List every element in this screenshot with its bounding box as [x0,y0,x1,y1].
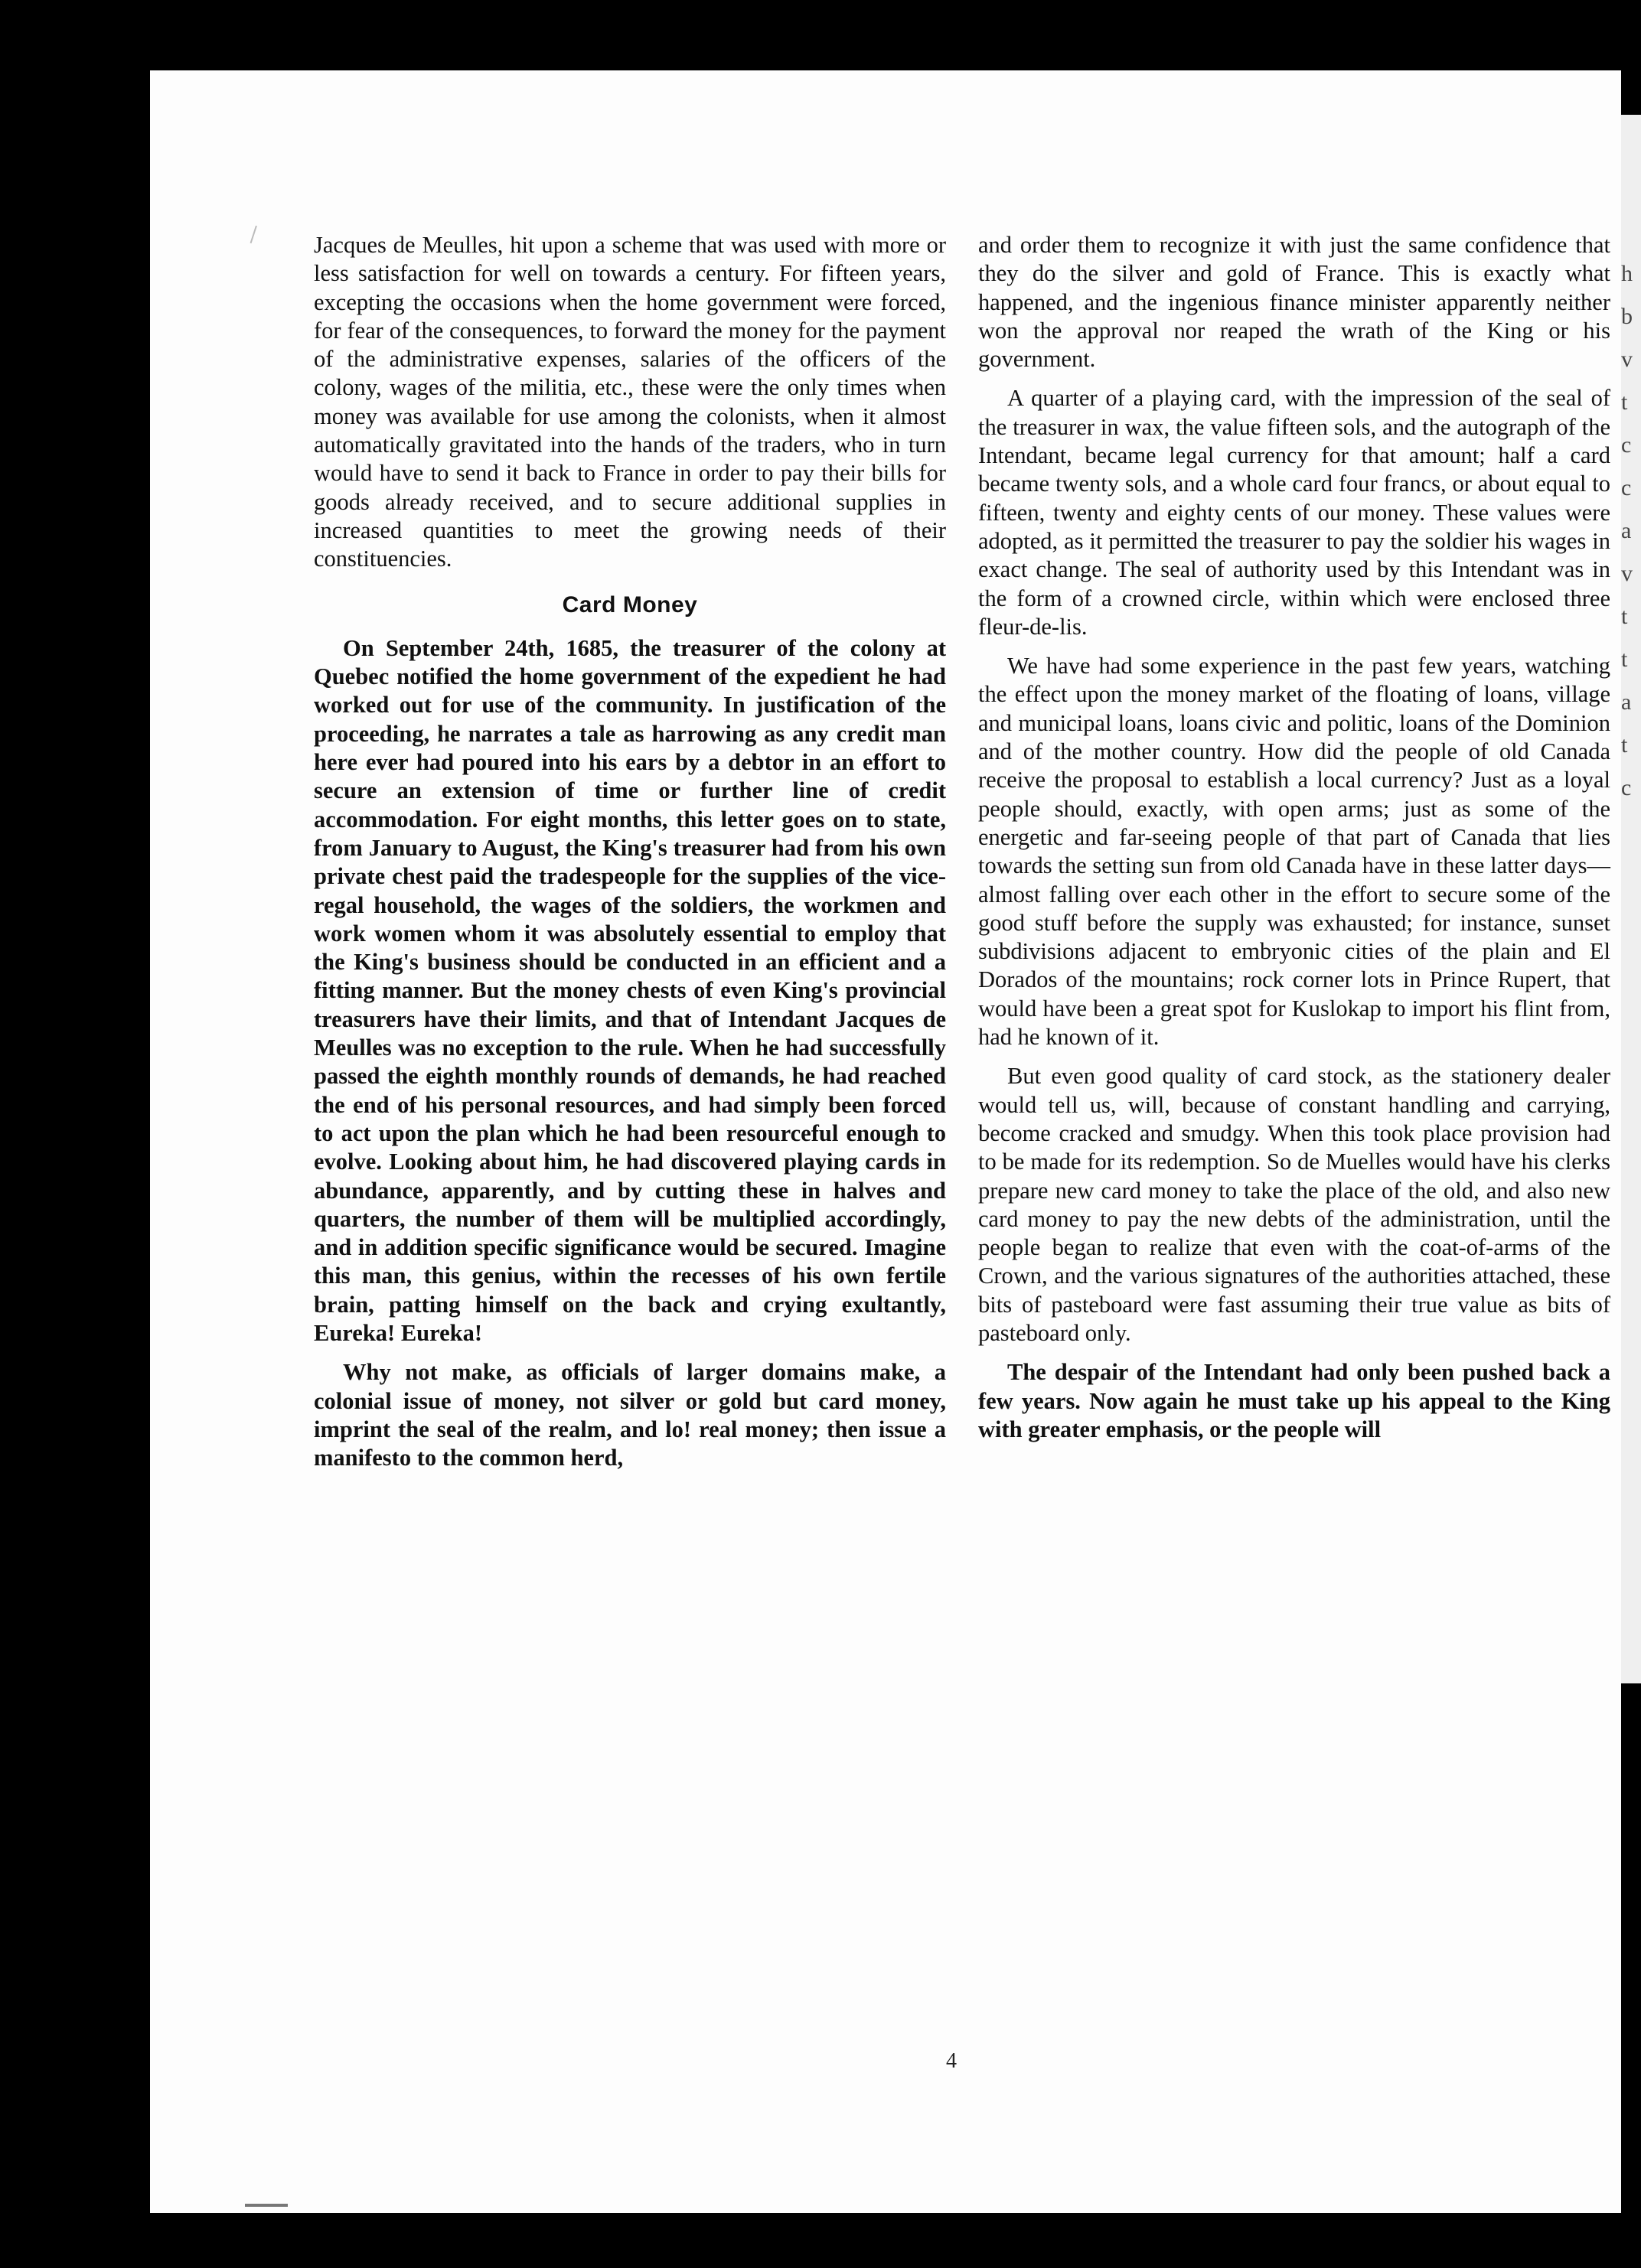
adjacent-page-letter: c [1621,432,1632,458]
adjacent-page-letters [1621,253,1641,810]
body-paragraph: and order them to recognize it with just the same confidence that they do the silver and gold of France. This is exactly what happened, and the ingenious finance minister apparently neither won the approval nor reaped the wrath of the King or his government. [978,232,1610,373]
adjacent-page-letter: t [1621,647,1628,672]
adjacent-page-letter: h [1621,261,1633,286]
adjacent-page-letter: v [1621,561,1633,586]
adjacent-page-letter: b [1621,304,1633,329]
adjacent-page-letter: c [1621,475,1632,500]
intro-paragraph: Jacques de Meulles, hit upon a scheme that was used with more or less satisfaction for well on towards a century. For fifteen years, excepting the occasions when the home government were forced, for fear of the consequences, to forward the money for the payment of the administrative expenses, salaries of the officers of the colony, wages of the militia, etc., these were the only times when money was available for use among the colonists, when it almost automatically gravitated into the hands of the traders, who in turn would have to send it back to France in order to pay their bills for goods already received, and to secure additional supplies in increased quantities to meet the growing needs of their constituencies. [314,232,946,572]
left-column [314,231,946,1472]
adjacent-page-letter: t [1621,732,1628,758]
adjacent-page-edge [1621,115,1641,1683]
body-paragraph: The despair of the Intendant had only been pushed back a few years. Now again he must take up his appeal to the King with greater emphasis, or the people will [978,1359,1610,1442]
page-number: 4 [946,2049,957,2073]
body-paragraph: A quarter of a playing card, with the impression of the seal of the treasurer in wax, the value fifteen sols, and the autograph of the Intendant, became legal currency for that amount; half a card became twenty sols, and a whole card four francs, or about equal to fifteen, twenty and eighty cents of our money. These values were adopted, as it permitted the treasurer to pay the soldier his wages in exact change. The seal of authority used by this Intendant was in the form of a crowned circle, within which were enclosed three fleur-de-lis. [978,385,1610,640]
body-paragraph: On September 24th, 1685, the treasurer of the colony at Quebec notified the home government of the expedient he had worked out for use of the community. In justification of the proceeding, he narrates a tale as harrowing as any credit man here ever had poured into his ears by a debtor in an effort to secure an extension of time or further line of credit accommodation. For eight months, this letter goes on to state, from January to August, the King's treasurer had from his own private chest paid the tradespeople for the supplies of the vice-regal household, the wages of the soldiers, the workmen and work women whom it was absolutely essential to employ that the King's business should be conducted in an efficient and a fitting manner. But the money chests of even King's provincial treasurers have their limits, and that of Intendant Jacques de Meulles was no exception to the rule. When he had successfully passed the eighth monthly rounds of demands, he had reached the end of his personal resources, and had simply been forced to act upon the plan which he had been resourceful enough to evolve. Looking about him, he had discovered playing cards in abundance, apparently, and by cutting these in halves and quarters, the number of them will be multiplied accordingly, and in addition specific significance would be secured. Imagine this man, this genius, within the recesses of his own fertile brain, patting himself on the back and crying exultantly, Eureka! Eureka! [314,634,946,1346]
adjacent-page-letter: t [1621,604,1628,629]
body-paragraph: But even good quality of card stock, as the stationery dealer would tell us, will, because of constant handling and carrying, become cracked and smudgy. When this took place provision had to be made for its redemption. So de Muelles would have his clerks prepare new card money to take the place of the old, and also new card money to pay the new debts of the administration, until the people began to realize that even with the coat-of-arms of the Crown, and the various signatures of the authorities attached, these bits of pasteboard were fast assuming their true value as bits of pasteboard only. [978,1063,1610,1346]
adjacent-page-letter: a [1621,689,1632,715]
right-column [978,231,1610,1444]
body-paragraph: We have had some experience in the past few years, watching the effect upon the money market of the floating of loans, village and municipal loans, loans civic and politic, loans of the Dominion and of the mother country. How did the people of old Canada receive the proposal to establish a local currency? Just as a loyal people should, exactly, with open arms; just as some of the energetic and far-seeing people of that part of Canada that lies towards the setting sun from old Canada have in these latter days—almost falling over each other in the effort to secure some of the good stuff before the supply was exhausted; for instance, sunset subdivisions adjacent to embryonic cities of the plain and El Dorados of the mountains; rock corner lots in Prince Rupert, that would have been a great spot for Kuslokap to import his flint from, had he known of it. [978,653,1610,1051]
adjacent-page-letter: c [1621,775,1632,800]
adjacent-page-letter: t [1621,389,1628,415]
scan-corner-mark [245,2204,288,2207]
adjacent-page-letter: a [1621,518,1632,543]
body-paragraph: Why not make, as officials of larger domains make, a colonial issue of money, not silver or gold but card money, imprint the seal of the realm, and lo! real money; then issue a manifesto to the common herd, [314,1359,946,1471]
adjacent-page-letter: v [1621,347,1633,372]
section-heading: Card Money [562,591,698,618]
